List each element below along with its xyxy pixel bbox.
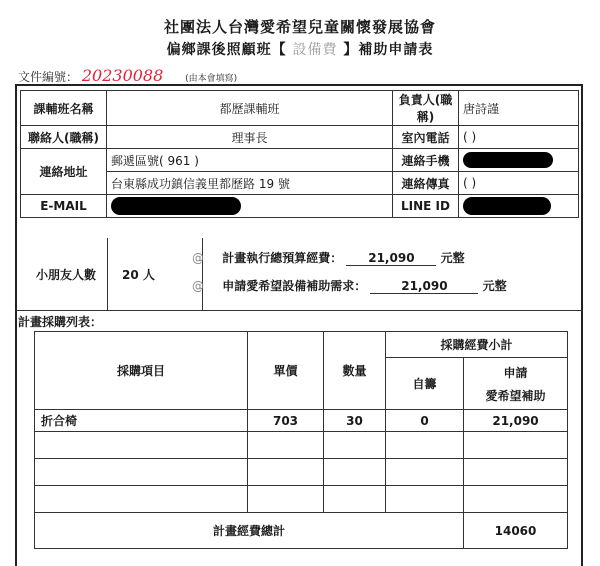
row-item: 折合椅 (35, 410, 248, 432)
contact-value: 理事長 (107, 126, 393, 149)
purchase-table (34, 331, 568, 549)
address-line: 台東縣成功鎮信義里都歷路 19 號 (107, 172, 393, 195)
table-row (35, 410, 568, 432)
bullet-icon: @ (192, 251, 204, 265)
form-title (0, 39, 600, 59)
form-title-fill: 設備費 (292, 42, 338, 58)
table-row-empty (35, 459, 568, 486)
form-title-post: 】補助申請表 (343, 42, 434, 58)
info-row-email (21, 195, 579, 218)
table-row-empty (35, 486, 568, 513)
info-row-contact (21, 126, 579, 149)
mobile-redaction (463, 152, 553, 168)
col-apply (464, 358, 568, 410)
address-label: 連絡地址 (21, 149, 107, 195)
col-apply-line2: 愛希望補助 (485, 388, 546, 403)
doc-number (18, 66, 237, 85)
plan-label: 計畫採購列表： (18, 315, 103, 329)
total-budget-unit: 元整 (440, 251, 465, 265)
class-label: 課輔班名稱 (21, 91, 107, 126)
class-value: 都歷課輔班 (107, 91, 393, 126)
grand-total-value: 14060 (464, 513, 568, 549)
grand-total-label: 計畫經費總計 (35, 513, 464, 549)
col-self: 自籌 (386, 358, 464, 410)
form-title-pre: 偏鄉課後照顧班【 (166, 42, 287, 58)
line-value (459, 195, 579, 218)
email-label: E-MAIL (21, 195, 107, 218)
info-row-zip (21, 149, 579, 172)
col-unit-price: 單價 (248, 332, 324, 410)
request-unit: 元整 (482, 279, 507, 293)
row-unit-price: 703 (248, 410, 324, 432)
col-apply-line1: 申請 (503, 365, 528, 380)
line-label: LINE ID (393, 195, 459, 218)
row-self: 0 (386, 410, 464, 432)
fax-label: 連絡傳真 (393, 172, 459, 195)
mobile-label: 連絡手機 (393, 149, 459, 172)
org-title: 社團法人台灣愛希望兒童關懷發展協會 (163, 18, 436, 36)
kids-label: 小朋友人數 (15, 238, 108, 310)
header-row-1 (35, 332, 568, 358)
phone-value: ( ) (459, 126, 579, 149)
contact-label: 聯絡人(職稱) (21, 126, 107, 149)
mobile-value (459, 149, 579, 172)
zip-line: 郵遞區號( 961 ) (107, 149, 393, 172)
doc-no-note: (由本會填寫) (185, 74, 238, 84)
col-subtotal: 採購經費小計 (386, 332, 568, 358)
email-redaction (111, 197, 241, 215)
owner-label: 負責人(職稱) (393, 91, 459, 126)
doc-no-label: 文件編號： (18, 70, 79, 84)
request-value: 21,090 (370, 279, 478, 294)
total-row (35, 513, 568, 549)
request-label: 申請愛希望設備補助需求： (222, 279, 367, 293)
total-budget-line (192, 249, 465, 266)
doc-no-value: 20230088 (81, 66, 164, 85)
total-budget-value: 21,090 (346, 251, 436, 266)
fax-value: ( ) (459, 172, 579, 195)
col-item: 採購項目 (35, 332, 248, 410)
bullet-icon: @ (192, 279, 204, 293)
table-row-empty (35, 432, 568, 459)
col-qty: 數量 (324, 332, 386, 410)
row-apply: 21,090 (464, 410, 568, 432)
email-value (107, 195, 393, 218)
row-qty: 30 (324, 410, 386, 432)
kids-value: 20 人 (108, 238, 203, 310)
total-budget-label: 計畫執行總預算經費： (222, 251, 343, 265)
request-line (192, 277, 507, 294)
info-row-class (21, 91, 579, 126)
owner-value: 唐詩謹 (459, 91, 579, 126)
phone-label: 室內電話 (393, 126, 459, 149)
info-table (20, 90, 579, 218)
line-redaction (463, 197, 551, 215)
